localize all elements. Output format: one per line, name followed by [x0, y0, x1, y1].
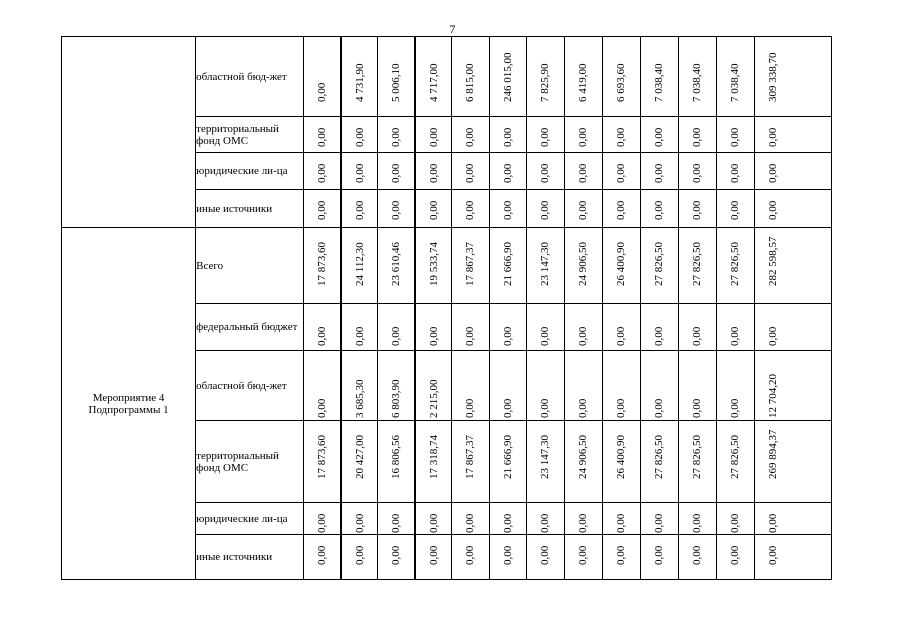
year-value-cell	[526, 535, 564, 580]
year-value-cell	[304, 304, 341, 351]
year-value-cell	[716, 351, 754, 421]
year-value-cell	[304, 37, 341, 117]
amount-value: 0,00	[538, 398, 551, 418]
amount-value: 0,00	[538, 326, 551, 346]
amount-value: 0,00	[316, 326, 329, 346]
total-value-cell	[754, 535, 831, 580]
amount-value: 20 427,00	[353, 435, 366, 479]
measure-cell: Мероприятие 4 Подпрограммы 1	[62, 228, 196, 580]
amount-value: 0,00	[501, 398, 514, 418]
amount-value: 0,00	[614, 127, 627, 147]
funding-source-label: территориальный фонд ОМС	[196, 421, 304, 503]
year-value-cell	[526, 351, 564, 421]
amount-value: 0,00	[316, 398, 329, 418]
amount-value: 0,00	[690, 513, 703, 533]
year-value-cell	[415, 351, 452, 421]
funding-source-label: иные источники	[196, 535, 304, 580]
amount-value: 0,00	[353, 127, 366, 147]
year-value-cell	[716, 153, 754, 190]
year-value-cell	[378, 37, 415, 117]
amount-value: 0,00	[316, 127, 329, 147]
year-value-cell	[452, 304, 489, 351]
amount-value: 0,00	[316, 200, 329, 220]
amount-value: 0,00	[464, 545, 477, 565]
amount-value: 17 867,37	[464, 435, 477, 479]
amount-value: 0,00	[464, 513, 477, 533]
year-value-cell	[678, 228, 716, 304]
amount-value: 0,00	[766, 127, 779, 147]
year-value-cell	[415, 421, 452, 503]
amount-value: 0,00	[464, 398, 477, 418]
amount-value: 0,00	[353, 545, 366, 565]
amount-value: 0,00	[576, 200, 589, 220]
year-value-cell	[526, 228, 564, 304]
amount-value: 21 666,90	[501, 242, 514, 286]
funding-source-label: Всего	[196, 228, 304, 304]
year-value-cell	[489, 228, 526, 304]
amount-value: 269 894,37	[766, 429, 779, 479]
amount-value: 0,00	[690, 398, 703, 418]
amount-value: 0,00	[614, 326, 627, 346]
year-value-cell	[640, 117, 678, 153]
year-value-cell	[602, 37, 640, 117]
amount-value: 0,00	[766, 200, 779, 220]
year-value-cell	[678, 535, 716, 580]
year-value-cell	[378, 117, 415, 153]
amount-value: 24 112,30	[353, 242, 366, 286]
year-value-cell	[602, 535, 640, 580]
year-value-cell	[489, 351, 526, 421]
amount-value: 0,00	[390, 545, 403, 565]
amount-value: 0,00	[427, 163, 440, 183]
year-value-cell	[526, 421, 564, 503]
year-value-cell	[564, 37, 602, 117]
amount-value: 0,00	[316, 82, 329, 102]
amount-value: 0,00	[501, 513, 514, 533]
amount-value: 19 533,74	[427, 242, 440, 286]
year-value-cell	[489, 304, 526, 351]
year-value-cell	[678, 153, 716, 190]
year-value-cell	[602, 351, 640, 421]
funding-source-label: областной бюд-жет	[196, 37, 304, 117]
amount-value: 0,00	[576, 398, 589, 418]
year-value-cell	[602, 228, 640, 304]
year-value-cell	[526, 37, 564, 117]
amount-value: 0,00	[316, 513, 329, 533]
year-value-cell	[602, 503, 640, 535]
amount-value: 0,00	[614, 200, 627, 220]
amount-value: 0,00	[464, 127, 477, 147]
amount-value: 0,00	[576, 545, 589, 565]
funding-source-label: федеральный бюджет	[196, 304, 304, 351]
year-value-cell	[415, 153, 452, 190]
year-value-cell	[304, 228, 341, 304]
total-value-cell	[754, 304, 831, 351]
year-value-cell	[526, 117, 564, 153]
amount-value: 0,00	[690, 200, 703, 220]
year-value-cell	[378, 304, 415, 351]
amount-value: 0,00	[390, 326, 403, 346]
year-value-cell	[716, 304, 754, 351]
year-value-cell	[640, 535, 678, 580]
year-value-cell	[452, 153, 489, 190]
year-value-cell	[564, 117, 602, 153]
amount-value: 0,00	[427, 545, 440, 565]
year-value-cell	[640, 37, 678, 117]
amount-value: 0,00	[501, 545, 514, 565]
year-value-cell	[564, 153, 602, 190]
amount-value: 0,00	[353, 513, 366, 533]
amount-value: 16 806,56	[390, 435, 403, 479]
amount-value: 0,00	[501, 326, 514, 346]
year-value-cell	[378, 421, 415, 503]
amount-value: 0,00	[766, 545, 779, 565]
amount-value: 0,00	[766, 163, 779, 183]
year-value-cell	[452, 421, 489, 503]
amount-value: 6 803,90	[390, 379, 403, 418]
amount-value: 0,00	[690, 545, 703, 565]
amount-value: 0,00	[652, 545, 665, 565]
year-value-cell	[640, 421, 678, 503]
year-value-cell	[678, 304, 716, 351]
year-value-cell	[640, 228, 678, 304]
amount-value: 0,00	[464, 326, 477, 346]
year-value-cell	[415, 304, 452, 351]
year-value-cell	[341, 37, 378, 117]
amount-value: 0,00	[766, 513, 779, 533]
amount-value: 0,00	[690, 326, 703, 346]
total-value-cell	[754, 503, 831, 535]
year-value-cell	[489, 535, 526, 580]
amount-value: 7 038,40	[690, 63, 703, 102]
year-value-cell	[415, 190, 452, 228]
year-value-cell	[640, 153, 678, 190]
amount-value: 0,00	[728, 398, 741, 418]
year-value-cell	[341, 153, 378, 190]
year-value-cell	[452, 503, 489, 535]
amount-value: 7 038,40	[652, 63, 665, 102]
year-value-cell	[304, 503, 341, 535]
amount-value: 21 666,90	[501, 435, 514, 479]
year-value-cell	[415, 37, 452, 117]
year-value-cell	[341, 117, 378, 153]
amount-value: 27 826,50	[728, 242, 741, 286]
amount-value: 0,00	[766, 326, 779, 346]
amount-value: 0,00	[353, 163, 366, 183]
year-value-cell	[602, 304, 640, 351]
amount-value: 0,00	[576, 163, 589, 183]
amount-value: 0,00	[316, 545, 329, 565]
amount-value: 0,00	[652, 398, 665, 418]
year-value-cell	[678, 117, 716, 153]
year-value-cell	[341, 190, 378, 228]
amount-value: 6 693,60	[614, 63, 627, 102]
amount-value: 0,00	[316, 163, 329, 183]
amount-value: 282 598,57	[766, 236, 779, 286]
amount-value: 0,00	[652, 200, 665, 220]
amount-value: 3 685,30	[353, 379, 366, 418]
amount-value: 27 826,50	[690, 435, 703, 479]
year-value-cell	[415, 117, 452, 153]
amount-value: 7 038,40	[728, 63, 741, 102]
year-value-cell	[415, 228, 452, 304]
year-value-cell	[452, 228, 489, 304]
amount-value: 6 419,00	[576, 63, 589, 102]
year-value-cell	[341, 503, 378, 535]
total-value-cell	[754, 421, 831, 503]
amount-value: 0,00	[614, 398, 627, 418]
amount-value: 23 610,46	[390, 242, 403, 286]
amount-value: 0,00	[690, 163, 703, 183]
year-value-cell	[341, 351, 378, 421]
amount-value: 0,00	[390, 127, 403, 147]
amount-value: 0,00	[390, 200, 403, 220]
amount-value: 26 400,90	[614, 435, 627, 479]
year-value-cell	[452, 117, 489, 153]
amount-value: 0,00	[538, 513, 551, 533]
year-value-cell	[678, 421, 716, 503]
amount-value: 17 867,37	[464, 242, 477, 286]
year-value-cell	[678, 37, 716, 117]
year-value-cell	[341, 304, 378, 351]
amount-value: 27 826,50	[728, 435, 741, 479]
year-value-cell	[378, 153, 415, 190]
year-value-cell	[564, 190, 602, 228]
year-value-cell	[716, 37, 754, 117]
amount-value: 5 006,10	[390, 63, 403, 102]
year-value-cell	[341, 228, 378, 304]
amount-value: 0,00	[427, 200, 440, 220]
amount-value: 6 815,00	[464, 63, 477, 102]
amount-value: 0,00	[728, 513, 741, 533]
year-value-cell	[716, 421, 754, 503]
year-value-cell	[564, 304, 602, 351]
amount-value: 17 873,60	[316, 435, 329, 479]
year-value-cell	[415, 535, 452, 580]
year-value-cell	[526, 304, 564, 351]
funding-source-label: юридические ли-ца	[196, 153, 304, 190]
year-value-cell	[304, 153, 341, 190]
amount-value: 309 338,70	[766, 52, 779, 102]
year-value-cell	[452, 190, 489, 228]
year-value-cell	[489, 153, 526, 190]
year-value-cell	[378, 351, 415, 421]
amount-value: 0,00	[390, 163, 403, 183]
year-value-cell	[304, 351, 341, 421]
amount-value: 0,00	[538, 545, 551, 565]
table-row	[62, 228, 832, 304]
funding-source-label: иные источники	[196, 190, 304, 228]
amount-value: 2 215,00	[427, 379, 440, 418]
year-value-cell	[304, 535, 341, 580]
year-value-cell	[602, 153, 640, 190]
year-value-cell	[716, 117, 754, 153]
amount-value: 23 147,30	[538, 242, 551, 286]
amount-value: 0,00	[464, 163, 477, 183]
year-value-cell	[640, 351, 678, 421]
year-value-cell	[304, 421, 341, 503]
amount-value: 0,00	[353, 326, 366, 346]
amount-value: 0,00	[501, 200, 514, 220]
year-value-cell	[378, 535, 415, 580]
amount-value: 0,00	[390, 513, 403, 533]
amount-value: 24 906,50	[576, 435, 589, 479]
amount-value: 0,00	[652, 127, 665, 147]
amount-value: 23 147,30	[538, 435, 551, 479]
year-value-cell	[564, 351, 602, 421]
year-value-cell	[304, 190, 341, 228]
funding-source-label: юридические ли-ца	[196, 503, 304, 535]
amount-value: 0,00	[728, 163, 741, 183]
year-value-cell	[415, 503, 452, 535]
amount-value: 0,00	[576, 513, 589, 533]
amount-value: 0,00	[538, 163, 551, 183]
total-value-cell	[754, 153, 831, 190]
table-row	[62, 37, 832, 117]
amount-value: 24 906,50	[576, 242, 589, 286]
year-value-cell	[341, 535, 378, 580]
year-value-cell	[678, 503, 716, 535]
year-value-cell	[716, 228, 754, 304]
amount-value: 246 015,00	[501, 52, 514, 102]
year-value-cell	[640, 503, 678, 535]
total-value-cell	[754, 351, 831, 421]
amount-value: 0,00	[464, 200, 477, 220]
year-value-cell	[716, 503, 754, 535]
amount-value: 0,00	[690, 127, 703, 147]
amount-value: 0,00	[728, 326, 741, 346]
amount-value: 0,00	[427, 127, 440, 147]
total-value-cell	[754, 37, 831, 117]
year-value-cell	[489, 503, 526, 535]
amount-value: 0,00	[501, 163, 514, 183]
amount-value: 0,00	[728, 545, 741, 565]
amount-value: 0,00	[501, 127, 514, 147]
year-value-cell	[378, 503, 415, 535]
amount-value: 27 826,50	[690, 242, 703, 286]
year-value-cell	[489, 37, 526, 117]
amount-value: 0,00	[614, 513, 627, 533]
year-value-cell	[526, 190, 564, 228]
year-value-cell	[378, 190, 415, 228]
year-value-cell	[564, 535, 602, 580]
funding-table	[61, 36, 832, 580]
amount-value: 0,00	[728, 127, 741, 147]
year-value-cell	[678, 351, 716, 421]
year-value-cell	[716, 190, 754, 228]
amount-value: 4 717,00	[427, 63, 440, 102]
year-value-cell	[341, 421, 378, 503]
amount-value: 0,00	[652, 326, 665, 346]
year-value-cell	[452, 37, 489, 117]
year-value-cell	[452, 535, 489, 580]
amount-value: 0,00	[427, 326, 440, 346]
amount-value: 4 731,90	[353, 63, 366, 102]
year-value-cell	[564, 421, 602, 503]
amount-value: 27 826,50	[652, 242, 665, 286]
year-value-cell	[640, 304, 678, 351]
amount-value: 0,00	[614, 163, 627, 183]
page-number: 7	[449, 22, 456, 36]
funding-source-label: территориальный фонд ОМС	[196, 117, 304, 153]
total-value-cell	[754, 190, 831, 228]
amount-value: 17 873,60	[316, 242, 329, 286]
year-value-cell	[489, 117, 526, 153]
year-value-cell	[526, 153, 564, 190]
amount-value: 0,00	[538, 127, 551, 147]
year-value-cell	[526, 503, 564, 535]
amount-value: 0,00	[538, 200, 551, 220]
amount-value: 7 825,90	[538, 63, 551, 102]
amount-value: 0,00	[652, 163, 665, 183]
amount-value: 0,00	[728, 200, 741, 220]
amount-value: 26 400,90	[614, 242, 627, 286]
amount-value: 17 318,74	[427, 435, 440, 479]
year-value-cell	[602, 421, 640, 503]
year-value-cell	[602, 190, 640, 228]
amount-value: 0,00	[614, 545, 627, 565]
amount-value: 27 826,50	[652, 435, 665, 479]
year-value-cell	[304, 117, 341, 153]
amount-value: 0,00	[576, 326, 589, 346]
amount-value: 0,00	[427, 513, 440, 533]
year-value-cell	[678, 190, 716, 228]
total-value-cell	[754, 117, 831, 153]
funding-source-label: областной бюд-жет	[196, 351, 304, 421]
year-value-cell	[378, 228, 415, 304]
amount-value: 0,00	[652, 513, 665, 533]
measure-cell	[62, 37, 196, 228]
year-value-cell	[602, 117, 640, 153]
total-value-cell	[754, 228, 831, 304]
year-value-cell	[716, 535, 754, 580]
year-value-cell	[452, 351, 489, 421]
year-value-cell	[564, 228, 602, 304]
year-value-cell	[489, 190, 526, 228]
year-value-cell	[564, 503, 602, 535]
year-value-cell	[489, 421, 526, 503]
year-value-cell	[640, 190, 678, 228]
amount-value: 0,00	[353, 200, 366, 220]
amount-value: 0,00	[576, 127, 589, 147]
amount-value: 12 704,20	[766, 374, 779, 418]
